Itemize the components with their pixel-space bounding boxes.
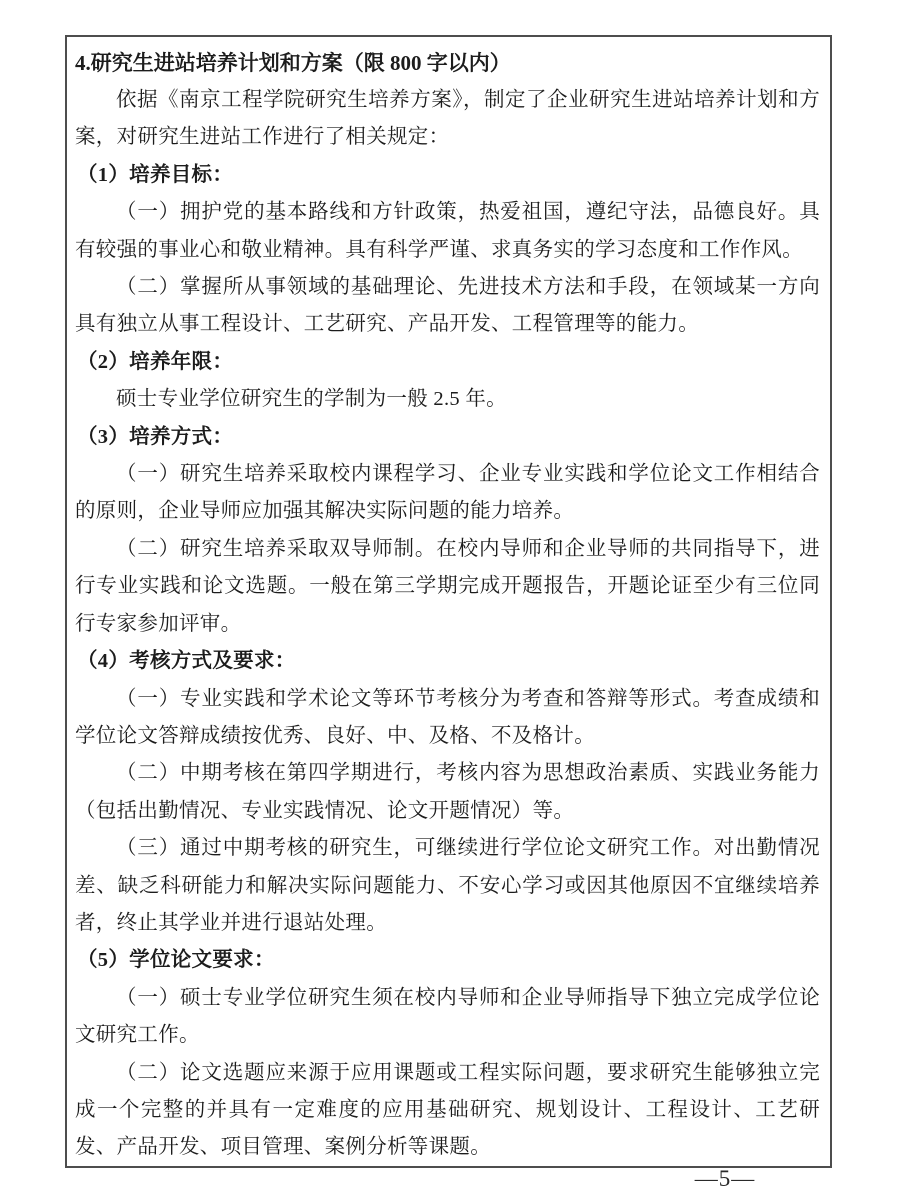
paragraph: 依据《南京工程学院研究生培养方案》，制定了企业研究生进站培养计划和方案，对研究生进站工作进行了相关规定： [75, 89, 820, 149]
page-number: —5— [694, 1166, 756, 1191]
paragraph: （一）硕士专业学位研究生须在校内导师和企业导师指导下独立完成学位论文研究工作。 [75, 986, 820, 1047]
paragraph: （二）掌握所从事领域的基础理论、先进技术方法和手段，在领域某一方向具有独立从事工程设计、工艺研究、产品开发、工程管理等的能力。 [75, 276, 820, 336]
section-heading: （4）考核方式及要求： [77, 650, 296, 673]
paragraph: （一）研究生培养采取校内课程学习、企业专业实践和学位论文工作相结合的原则，企业导师应加强其解决实际问题的能力培养。 [75, 463, 820, 523]
section-heading: （2）培养年限： [77, 350, 234, 373]
paragraph: （一）专业实践和学术论文等环节考核分为考查和答辩等形式。考查成绩和学位论文答辩成绩按优秀、良好、中、及格、不及格计。 [75, 687, 820, 747]
paragraph: （一）拥护党的基本路线和方针政策，热爱祖国，遵纪守法，品德良好。具有较强的事业心和敬业精神。具有科学严谨、求真务实的学习态度和工作作风。 [75, 201, 820, 261]
document-body [75, 82, 820, 1167]
section-heading: （1）培养目标： [77, 163, 234, 186]
paragraph: （三）通过中期考核的研究生，可继续进行学位论文研究工作。对出勤情况差、缺乏科研能力和解决实际问题能力、不安心学习或因其他原因不宜继续培养者，终止其学业并进行退站处理。 [75, 837, 820, 934]
paragraph: （二）研究生培养采取双导师制。在校内导师和企业导师的共同指导下，进行专业实践和论文选题。一般在第三学期完成开题报告，开题论证至少有三位同行专家参加评审。 [75, 537, 820, 635]
section-title: 4.研究生进站培养计划和方案（限 800 字以内） [75, 51, 511, 75]
section-heading: （3）培养方式： [77, 425, 234, 448]
paragraph: （二）中期考核在第四学期进行，考核内容为思想政治素质、实践业务能力（包括出勤情况、专业实践情况、论文开题情况）等。 [75, 762, 820, 822]
form-section-box [65, 35, 832, 1168]
paragraph: （二）论文选题应来源于应用课题或工程实际问题，要求研究生能够独立完成一个完整的并具有一定难度的应用基础研究、规划设计、工程设计、工艺研发、产品开发、项目管理、案例分析等课题。 [75, 1061, 820, 1159]
paragraph: 硕士专业学位研究生的学制为一般 2.5 年。 [116, 388, 507, 411]
section-heading: （5）学位论文要求： [77, 949, 275, 972]
